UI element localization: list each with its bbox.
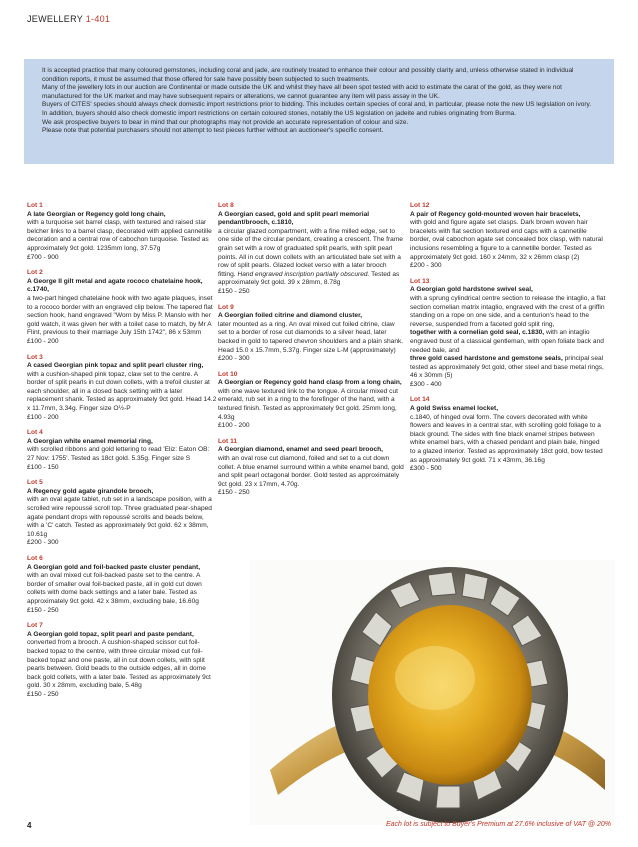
- ring-photo: [250, 560, 615, 825]
- lot-description: a two-part hinged chatelaine hook with two agate plaques, inset to a rococo border with an engraved clip below. The tapered flat section hook, hand engraved "Worn by Miss P. Manslo with her gold watch, it was given her with a toilet case to match, by Mr A Flint, previous to their marriage July 15th 1742", 86 x 53mm: [27, 294, 213, 337]
- lot-number: Lot 2: [27, 269, 43, 277]
- lot-entry: [27, 479, 217, 548]
- lot-description: [410, 295, 606, 381]
- figure-number: 9: [396, 806, 400, 813]
- lot-estimate: £200 - 300: [218, 355, 250, 363]
- lot-estimate: £300 - 400: [410, 380, 442, 388]
- lot-description-bold: three gold cased hardstone and gemstone seals,: [410, 355, 563, 363]
- lot-entry: [27, 555, 217, 615]
- lot-description-text: with an intaglio engraved bust of a classical gentleman, with open foliate back and reeded bale, and: [410, 329, 604, 354]
- notice-paragraph: It is accepted practice that many coloured gemstones, including coral and jade, are routinely treated to enhance their colour and possibly clarity and, unless otherwise stated in individual condition reports, it must be assumed that those offered for sale have possibly been subjected to such treatments.: [42, 67, 574, 83]
- lot-number: Lot 5: [27, 479, 43, 487]
- lot-column-2: [218, 202, 404, 505]
- section-title: JEWELLERY: [27, 14, 83, 24]
- lot-description: converted from a brooch. A cushion-shaped scissor cut foil-backed topaz to the centre, with three circular mixed cut foil-backed topaz and one paste, all in cut down collets, with split pearls between. Gold beads to the outside edges, all in dome back gold collets, with a later bale. Tested as approximately 9ct gold. 30 x 28mm, excluding bale, 5.48g: [27, 639, 211, 690]
- lot-column-3: [410, 202, 606, 481]
- lot-range: 1-401: [85, 14, 111, 24]
- lot-title: A Georgian or Regency gold hand clasp from a long chain,: [218, 379, 402, 387]
- lot-estimate: £100 - 150: [27, 463, 59, 471]
- notice-paragraph: Many of the jewellery lots in our auction are Continental or made outside the UK and whilst they have all been spot tested with acid to estimate the carat of the gold, as they were not manufactured for the UK market and may have subsequent repairs or alterations, we cannot guarantee any item will pass assay in the UK.: [42, 84, 562, 100]
- lot-number: Lot 14: [410, 396, 430, 404]
- lot-estimate: £150 - 250: [27, 606, 59, 614]
- lot-description: [218, 228, 404, 288]
- lot-entry: [27, 622, 217, 699]
- lot-entry: [410, 202, 606, 271]
- notice-paragraph: Please note that potential purchasers should not attempt to test pieces further without an auctioneer's specific consent.: [42, 127, 384, 135]
- lot-column-1: [27, 202, 217, 706]
- lot-number: Lot 13: [410, 277, 430, 285]
- lot-description-text: principal seal tested as approximately 9ct gold, other steel and base metal rings, 46 x 30mm (5): [410, 355, 604, 380]
- lot-number: Lot 3: [27, 353, 43, 361]
- notice-paragraph: In addition, buyers should also check domestic import restrictions on certain coloured stones, notably the US legislation on jadeite and rubies originating from Burma.: [42, 109, 517, 117]
- lot-description: with an oval mixed cut foil-backed paste set to the centre. A border of smaller oval foil-backed paste, all in gold cut down collets with dome back settings and a later bale. Tested as approximately 9ct gold. 42 x 38mm, excluding bale, 16.60g: [27, 572, 202, 605]
- lot-entry: [27, 269, 217, 346]
- lot-number: Lot 12: [410, 202, 430, 209]
- notice-paragraph: Buyers of CITES' species should always check domestic import restrictions prior to bidding. This includes certain species of coral and, in particular, please note the new US legislation on ivory.: [42, 101, 592, 109]
- lot-estimate: £150 - 250: [27, 690, 59, 698]
- lot-number: Lot 6: [27, 554, 43, 562]
- lot-estimate: £200 - 300: [27, 539, 59, 547]
- lot-description: with gold and figure agate set clasps. Dark brown woven hair bracelets with flat section textured end caps with a cannetille border, oval cabochon agate set concealed box clasp, with natural inclusions resembling a figure to a cannetille border. Tested as approximately 9ct gold. 160 x 24mm, 32 x 26mm clasp (2): [410, 219, 603, 261]
- lot-entry: [27, 202, 217, 262]
- lot-entry: [218, 304, 404, 364]
- lot-description-text: Tested as approximately 9ct gold. 39 x 28mm, 8.78g: [218, 270, 400, 287]
- lot-description: with one wave textured link to the tongue. A circular mixed cut emerald, rub set in a ring to the forefinger of the hand, with a textured finish. Tested as approximately 9ct gold. 25mm long, 4.93g: [218, 387, 398, 421]
- lot-estimate: £300 - 500: [410, 465, 442, 473]
- lot-number: Lot 4: [27, 429, 43, 437]
- lot-description-bold: together with a cornelian gold seal, c.1830,: [410, 329, 545, 337]
- lot-title: A Georgian gold topaz, split pearl and paste pendant,: [27, 630, 194, 638]
- lot-title: A Georgian white enamel memorial ring,: [27, 437, 153, 445]
- lot-description: with scrolled ribbons and gold lettering to read 'Eliz: Eaton OB: 27 Nov: 1755'. Tested as 18ct gold. 5.35g. Finger size S: [27, 446, 210, 463]
- lot-description: c.1840, of hinged oval form. The covers decorated with white flowers and leaves in a central star, with scrolling gold foliage to a black ground. The sides with fine black enamel stripes between white enamel bars, with a chased pendant and plain bale, hinged to a glazed interior. Tested as approximately 18ct gold, bow tested as approximately 9ct gold. 71 x 43mm, 36.16g: [410, 413, 603, 464]
- lot-number: Lot 7: [27, 622, 43, 630]
- page-number: 4: [27, 821, 32, 830]
- lot-number: Lot 11: [218, 437, 238, 445]
- lot-title: A George II gilt metal and agate rococo chatelaine hook, c.1740,: [27, 277, 203, 294]
- lot-entry: [410, 278, 606, 390]
- lot-entry: [218, 438, 404, 498]
- lot-description-text: with a sprung cylindrical centre section to release the intaglio, a flat section cornelian matrix intaglio, engraved with the crest of a griffin standing on a rope on one side, and a centurion's head to the reverse, suspended from a faceted gold split ring,: [410, 294, 606, 328]
- lot-title: A pair of Regency gold-mounted woven hair bracelets,: [410, 210, 581, 218]
- citrine-highlight: [395, 646, 475, 710]
- lot-title: A Georgian foiled citrine and diamond cluster,: [218, 312, 363, 320]
- ring-illustration: [250, 560, 615, 825]
- lot-description-italic: Hand engraved inscription partially obscured.: [237, 270, 370, 278]
- lot-title: A gold Swiss enamel locket,: [410, 405, 499, 413]
- notice-paragraph: We ask prospective buyers to bear in mind that our photographs may not provide an accurate representation of colour and size.: [42, 118, 409, 126]
- lot-entry: [218, 371, 404, 431]
- lot-title: A Regency gold agate girandole brooch,: [27, 487, 154, 495]
- lot-title: A Georgian diamond, enamel and seed pearl brooch,: [218, 446, 384, 454]
- lot-title: A Georgian gold and foil-backed paste cluster pendant,: [27, 563, 201, 571]
- lot-estimate: £150 - 250: [218, 287, 250, 295]
- lot-title: A Georgian cased, gold and split pearl memorial pendant/brooch, c.1810,: [218, 210, 370, 227]
- lot-estimate: £100 - 200: [27, 413, 59, 421]
- lot-number: Lot 1: [27, 202, 43, 209]
- lot-estimate: £150 - 250: [218, 489, 250, 497]
- lot-description: with a turquoise set barrel clasp, with textured and raised star belcher links to a barrel clasp, decorated with applied cannetille decoration and a central row of cabochon turquoise. Tested as approximately 9ct gold. 1235mm long, 37.57g: [27, 219, 212, 252]
- lot-description: later mounted as a ring. An oval mixed cut foiled citrine, claw set to a border of rose cut diamonds to a silver head, later backed in gold to tapered chevron shoulders and a plain shank. Head 15.0 x 15.7mm, 5.37g. Finger size L-M (approximately): [218, 320, 404, 354]
- lot-title: A late Georgian or Regency gold long chain,: [27, 210, 166, 218]
- lot-title: A cased Georgian pink topaz and split pearl cluster ring,: [27, 362, 204, 370]
- lot-number: Lot 10: [218, 370, 238, 378]
- lot-description: with a cushion-shaped pink topaz, claw set to the centre. A border of split pearls in cut down collets, with a trefoil cluster at each shoulder, all in a closed back setting with a later replacement shank. Tested as approximately 9ct gold. Head 14.2 x 11.7mm, 3.34g. Finger size O½-P: [27, 370, 217, 413]
- lot-estimate: £100 - 200: [218, 422, 250, 430]
- lot-title: A Georgian gold hardstone swivel seal,: [410, 286, 533, 294]
- lot-description: with an oval rose cut diamond, foiled and set to a cut down collet. A blue enamel surround within a white enamel band, gold and split pearl octagonal border. Gold tested as approximately 9ct gold. 23 x 17mm, 4.70g.: [218, 455, 404, 488]
- buyer-notice-box: [24, 59, 614, 164]
- lot-estimate: £100 - 200: [27, 337, 59, 345]
- lot-estimate: £200 - 300: [410, 262, 442, 270]
- page-header: [27, 14, 110, 24]
- lot-entry: [27, 354, 217, 423]
- buyers-premium-note: Each lot is subject to Buyer's Premium at 27.6% inclusive of VAT @ 20%: [385, 821, 611, 828]
- lot-description-text: a circular glazed compartment, with a fine milled edge, set to one side of the circular pendant, creating a crescent. The frame grain set with a row of graduated split pearls, with split pearl points. All in cut down collets with an articulated bale set with a row of split pearls. Glazed locket verso with a later brooch fitting.: [218, 227, 403, 278]
- lot-number: Lot 9: [218, 303, 234, 311]
- lot-entry: [218, 202, 404, 297]
- lot-estimate: £700 - 900: [27, 253, 59, 261]
- lot-entry: [27, 429, 217, 472]
- lot-number: Lot 8: [218, 202, 234, 209]
- lot-description: with an oval agate tablet, rub set in a landscape position, with a scrolled wire repoussé scroll top. Three graduated pear-shaped agate pendant drops with repoussé scrolls and beads below, with a 'C' catch. Tested as approximately 9ct gold. 62 x 38mm, 10.61g: [27, 496, 212, 538]
- lot-entry: [410, 396, 606, 473]
